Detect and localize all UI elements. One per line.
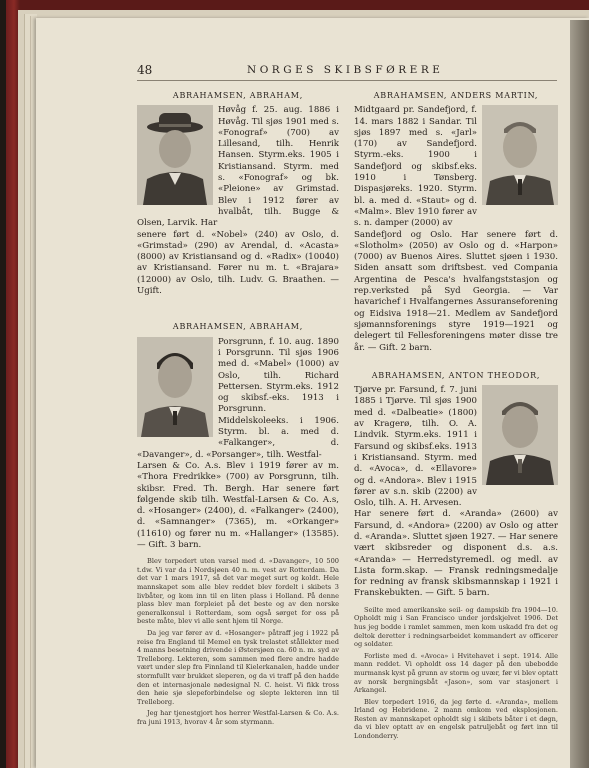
anecdote-paragraph: Jeg har tjenestgjort hos herrer Westfal-Larsen & Co. A.s. fra juni 1913, hvorav 4 år som styrmann.	[137, 709, 339, 726]
entry-text: Porsgrunn, f. 10. aug. 1890 i Porsgrunn. Til sjøs 1906 med d. «Mabel» (1000) av Oslo, tilh. Richard Pettersen. Styrm.eks. 1912 og skibsf.-eks. 1913 i Porsgrunn. Middelskoleeks. i 1906. Styrm. bl. a. med d. «Falkanger», d. «Davanger», d. «Porsanger», tilh. Westfal-	[137, 336, 339, 460]
portrait-photo	[482, 105, 558, 205]
entry-text-continued: senere ført d. «Nobel» (240) av Oslo, d. «Grimstad» (290) av Arendal, d. «Acasta» (8000) av Kristiansand og d. «Radix» (10040) av Kristiansand. Fører nu m. t. «Brajara» (12000) av Oslo, tilh. Ludv. G. Braathen. — Ugift.	[137, 229, 339, 297]
entry-text: Høvåg f. 25. aug. 1886 i Høvåg. Til sjøs 1901 med s. «Fonograf» (700) av Lillesand, tilh. Henrik Hansen. Styrm.eks. 1905 i Kristiansand. Styrm. med s. «Fonograf» og bk. «Pleione» av Grimstad. Blev i 1912 fører av hvalbåt, tilh. Bugge & Olsen, Larvik. Har	[137, 105, 339, 229]
header-rule	[137, 80, 557, 81]
entry-text-continued: Larsen & Co. A.s. Blev i 1919 fører av m. «Thora Fredrikke» (700) av Porsgrunn, tilh. skibsr. Fred. Th. Bergh. Har senere ført følgende skib tilh. Westfal-Larsen & Co. A.s, d. «Hosanger» (2400), d. «Falkanger» (2400), d. «Samnanger» (7365), m. «Orkanger» (11610) og fører nu m. «Hallanger» (13585). — Gift. 3 barn.	[137, 460, 339, 550]
entry-text-continued: Har senere ført d. «Aranda» (2600) av Farsund, d. «Andora» (2200) av Oslo og atter d. «Aranda». Sluttet sjøen 1927. — Har senere vært skibsreder og disponent d.s. a.s. «Aranda» — Herredstyremedl. og medl. av Lista form.skap. — Fransk redningsmedalje for redning av fransk skibsmannskap i 1921 i Franskebukten. — Gift. 5 barn.	[354, 509, 558, 599]
page-gutter	[570, 20, 589, 768]
entry-title: ABRAHAMSEN, ABRAHAM,	[172, 322, 304, 332]
portrait-photo	[137, 337, 213, 437]
entry-title: ABRAHAMSEN, ANTON THEODOR,	[371, 370, 541, 380]
left-column	[137, 90, 339, 727]
portrait-photo	[137, 105, 213, 205]
running-title: NORGES SKIBSFØRERE	[247, 64, 444, 76]
entry-title: ABRAHAMSEN, ABRAHAM,	[172, 91, 304, 100]
anecdote-paragraph: Blev torpedert uten varsel med d. «Davanger», 10 500 t.dw. Vi var da i Nordsjøen 40 n. m. vest av Rotterdam. Da det var 1 mars 1917, så det var meget surt og koldt. Hele mannskapet som alle blev reddet blev fordelt i skibets 3 livbåter, og kom inn til en liten plass i Holland. På denne plass blev man forpleiet på det beste og av den norske generalkonsul i Rotterdam, som også sørget for oss på beste måte, blev vi alle sent hjem til Norge.	[137, 557, 339, 626]
anecdote-paragraph: Forliste med d. «Avoca» i Hvitehavet i sept. 1914. Alle mann reddet. Vi opholdt oss 14 dager på den ubebodde murmansk kyst på grunn av storm og uvær, før vi blev optatt av norsk bergningsbåt «Jason», som var stasjonert i Arkangel.	[354, 651, 558, 695]
page-header	[137, 63, 557, 79]
entry-text: Midtgaard pr. Sandefjord, f. 14. mars 1882 i Sandar. Til sjøs 1897 med s. «Jarl» (170) av Sandefjord. Styrm.-eks. 1900 i Sandefjord og skibsf.eks. 1910 i Tønsberg. Dispasjøreks. 1920. Styrm. bl. a. med d. «Staut» og d. «Malm». Blev 1910 fører av s. n. damper (2000) av	[354, 105, 477, 229]
anecdote-paragraph: Seilte med amerikanske seil- og dampskib fra 1904—10. Opholdt mig i San Francisco under jordskjelvet 1906. Det hus jeg bodde i ramlet sammen, men kom uskadd fra det og deltok deretter i redningsarbeidet kommandert av officerer og soldater.	[354, 605, 558, 649]
right-column	[354, 90, 558, 741]
portrait-photo	[482, 385, 558, 485]
anecdote-paragraph: Blev torpedert 1916, da jeg førte d. «Aranda», mellem Irland og Hebridene. 2 mann omkom ved eksplosjonen. Resten av mannskapet opholdt sig i skibets båter i et døgn, da vi blev optatt av en engelsk patruljebåt og ført inn til Londonderry.	[354, 697, 558, 741]
anecdote-paragraph: Da jeg var fører av d. «Hosanger» påtraff jeg i 1922 på reise fra England til Memel en tysk trelastet stållekter med 4 manns besetning drivende i Østersjøen ca. 60 n. m. syd av Trelleborg. Lekteren, som sammen med flere andre hadde vært under slep fra Finnland til Kielerkanalen, hadde under stormfullt vær brukket sleperen, og da vi traff på den hadde den et internasjonale nødesignal N. C. heist. Vi fikk tross den høie sjø slepeforbindelse og slepte lekteren inn til Trelleborg.	[137, 629, 339, 706]
page-number: 48	[137, 63, 153, 77]
entry-text: Tjørve pr. Farsund, f. 7. juni 1885 i Tjørve. Til sjøs 1900 med d. «Dalbeatie» (1800) av Kragerø, tilh. O. A. Lindvik. Styrm.eks. 1911 i Farsund og skibsf.eks. 1913 i Kristiansand. Styrm. med d. «Avoca», d. «Ellavore» og d. «Andora». Blev i 1915 fører av s.n. skib (2200) av Oslo, tilh. A. H. Arvesen.	[354, 385, 477, 509]
entry-title: ABRAHAMSEN, ANDERS MARTIN,	[373, 91, 539, 100]
entry-text-continued: Sandefjord og Oslo. Har senere ført d. «Slotholm» (2050) av Oslo og d. «Harpon» (7000) av Buenos Aires. Sluttet sjøen i 1930. Siden ansatt som driftsbest. ved Compania Argentina de Pesca's hvalfangststasjon og rep.verksted på Syd Georgia. — Var havarichef i Hvalfangernes Assuranseforening og Eidsiva 1918—21. Medlem av Sandefjord sjømannsforenings styre 1919—1921 og delegert til Fellesforeningens møter disse tre år. — Gift. 2 barn.	[354, 229, 558, 353]
